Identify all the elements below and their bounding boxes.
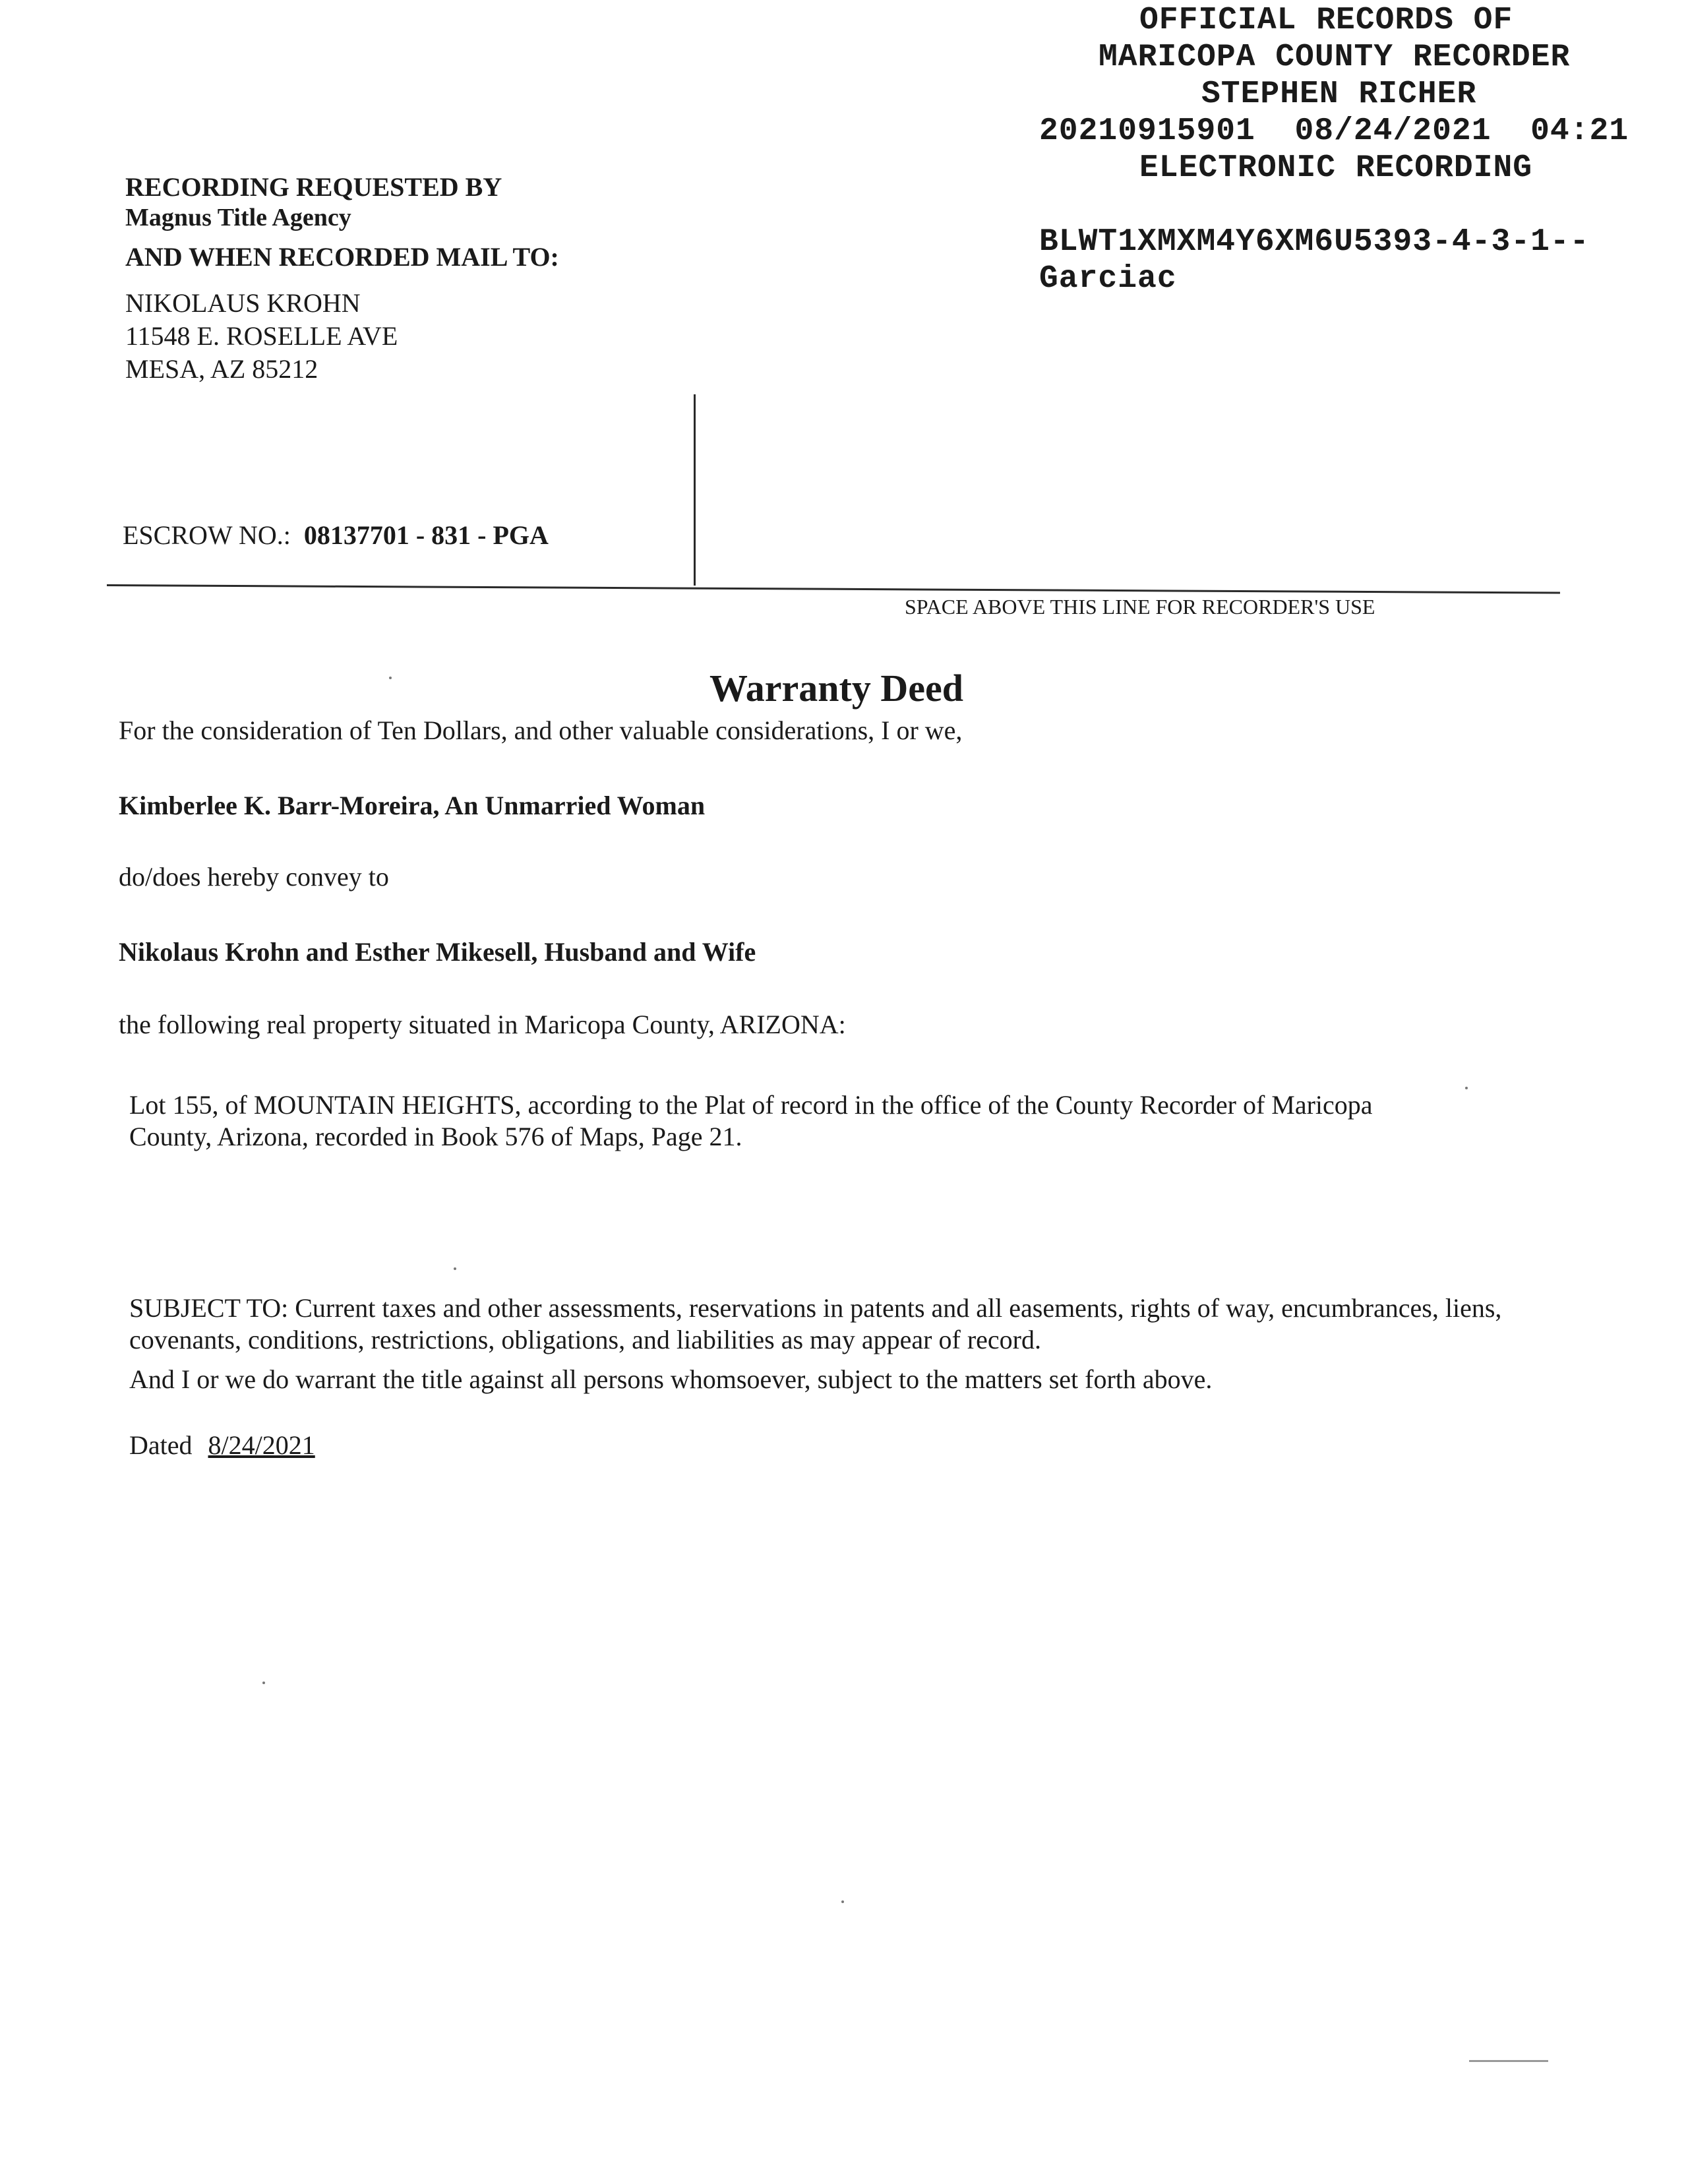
- scan-speck: [454, 1267, 456, 1270]
- mail-to-label: AND WHEN RECORDED MAIL TO:: [125, 242, 559, 272]
- stamp-code-line-2: Garciac: [1039, 261, 1177, 297]
- convey-text: do/does hereby convey to: [119, 862, 389, 892]
- warranty-clause: And I or we do warrant the title against all persons whomsoever, subject to the matters set forth above.: [129, 1364, 1213, 1394]
- scan-speck: [841, 1900, 844, 1903]
- deed-title: Warranty Deed: [709, 667, 963, 710]
- stamp-line-1: OFFICIAL RECORDS OF: [1139, 3, 1513, 38]
- stamp-code-line-1: BLWT1XMXM4Y6XM6U5393-4-3-1--: [1039, 224, 1590, 260]
- requested-by-label: RECORDING REQUESTED BY: [125, 172, 502, 202]
- stamp-line-3: STEPHEN RICHER: [1201, 76, 1477, 112]
- mail-to-name: NIKOLAUS KROHN: [125, 288, 361, 318]
- consideration-text: For the consideration of Ten Dollars, and other valuable considerations, I or we,: [119, 715, 963, 745]
- subject-to-clause: [129, 1292, 1501, 1356]
- dated-value: 8/24/2021: [208, 1430, 315, 1460]
- scan-speck: [1465, 1087, 1468, 1089]
- requested-by-value: Magnus Title Agency: [125, 204, 351, 231]
- grantee-name: Nikolaus Krohn and Esther Mikesell, Husband and Wife: [119, 937, 756, 967]
- escrow-number: 08137701 - 831 - PGA: [303, 520, 549, 550]
- legal-line-2: County, Arizona, recorded in Book 576 of Maps, Page 21.: [129, 1122, 742, 1151]
- stamp-line-5: ELECTRONIC RECORDING: [1139, 150, 1533, 186]
- mail-to-city: MESA, AZ 85212: [125, 354, 318, 384]
- legal-description: [129, 1089, 1373, 1153]
- recorder-vertical-divider: [694, 394, 696, 586]
- scan-artifact-bottom-right: [1469, 2060, 1548, 2062]
- stamp-line-2: MARICOPA COUNTY RECORDER: [1099, 40, 1571, 75]
- scan-speck: [389, 677, 392, 679]
- subject-line-2: covenants, conditions, restrictions, obligations, and liabilities as may appear of record.: [129, 1325, 1041, 1354]
- property-intro: the following real property situated in Maricopa County, ARIZONA:: [119, 1010, 846, 1039]
- grantor-name: Kimberlee K. Barr-Moreira, An Unmarried Woman: [119, 791, 706, 820]
- escrow-number-line: [123, 520, 549, 551]
- recorder-use-note: SPACE ABOVE THIS LINE FOR RECORDER'S USE: [905, 595, 1375, 619]
- dated-line: [129, 1430, 315, 1461]
- recorder-use-line: [107, 584, 1560, 594]
- escrow-label: ESCROW NO.:: [123, 520, 291, 550]
- stamp-line-4: 20210915901 08/24/2021 04:21: [1039, 113, 1629, 149]
- mail-to-street: 11548 E. ROSELLE AVE: [125, 321, 398, 351]
- legal-line-1: Lot 155, of MOUNTAIN HEIGHTS, according to the Plat of record in the office of the County Recorder of Maricopa: [129, 1090, 1373, 1120]
- scan-speck: [262, 1682, 265, 1684]
- dated-label: Dated: [129, 1430, 193, 1460]
- subject-line-1: SUBJECT TO: Current taxes and other assessments, reservations in patents and all easements, rights of way, encumbrances, liens,: [129, 1293, 1502, 1323]
